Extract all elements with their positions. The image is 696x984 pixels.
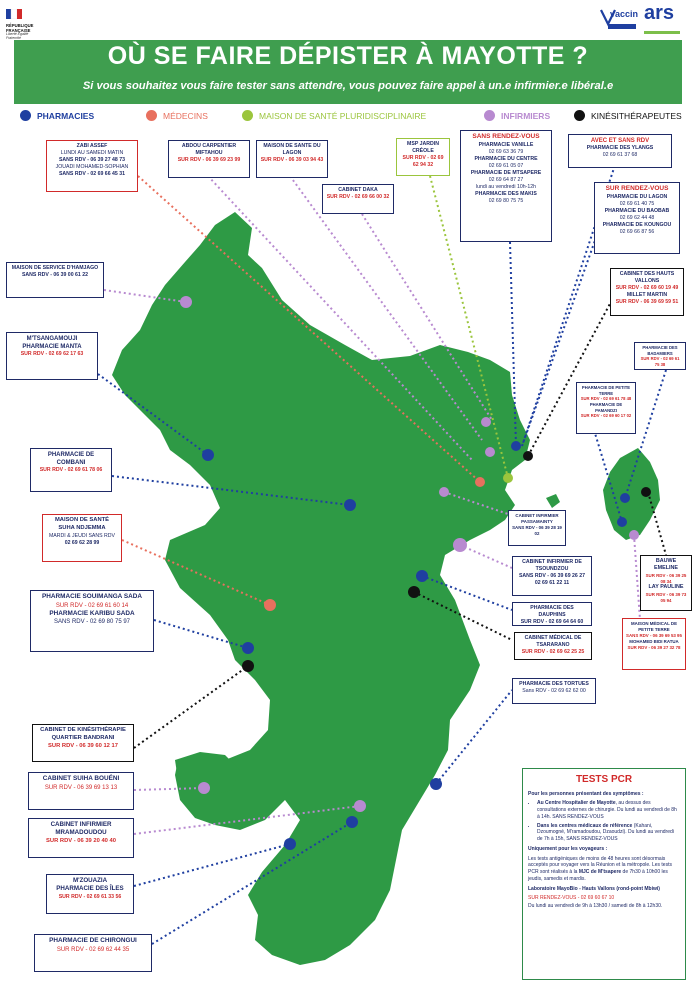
box-line: Sans RDV - 02 69 62 62 00: [522, 688, 586, 695]
box-line: 02 69 61 37 68: [602, 152, 638, 159]
box-pharmacie-chirongui: [34, 934, 152, 972]
box-name: CABINET DE KINÉSITHÉRAPIE QUARTIER BANDRANI: [40, 727, 126, 741]
box-pharmacie-des-iles: [46, 874, 134, 914]
legend-label: PHARMACIES: [37, 110, 95, 121]
pcr-bold: MJC de M'tsapere: [578, 869, 622, 875]
pharmacy-dot-icon: [346, 816, 358, 828]
pcr-text: , au dessus des consultations externes de chirurgie. Du lundi au vendredi de 8h à 14h. SANS RENDEZ-VOUS: [537, 800, 677, 820]
box-name: PHARMACIE DES ÎLES: [56, 885, 124, 893]
box-maison-service-hamjago: [6, 262, 104, 298]
box-line: SUR RDV - 06 39 27 32 78: [627, 644, 681, 650]
box-name: PHARMACIE DES DAUPHINS: [530, 605, 574, 619]
nurse-dot-icon: [354, 800, 366, 812]
pcr-bold: Dans les centres médicaux de référence: [537, 822, 633, 829]
box-line: SUR RDV - 06 39 25 08 34: [645, 572, 687, 584]
box-line: SANS RDV - 06 39 28 19 02: [512, 524, 562, 536]
box-pharmacies-sans-rdv: [460, 130, 552, 242]
box-name: MILLET MARTIN: [626, 292, 668, 299]
box-name: PHARMACIE DE KOUNGOU: [602, 221, 672, 228]
box-msp-jardin-creole: [396, 138, 450, 176]
box-line: 02 69 61 05 07: [488, 162, 524, 169]
nurse-dot-icon: [439, 487, 449, 497]
pcr-lab-phone: SUR RENDEZ-VOUS - 02 69 60 67 10: [528, 895, 615, 902]
box-name: M'TSANGAMOUJI: [26, 336, 78, 342]
box-name: MAISON MÉDICAL DE PETITE TERRE: [630, 621, 678, 632]
box-line: SANS RDV - 06 39 69 26 27: [518, 573, 586, 580]
box-cabinet-passamainty: [508, 510, 566, 546]
pcr-travelers-heading: Uniquement pour les voyageurs :: [528, 845, 608, 852]
box-name: ZABI ASSEF: [76, 143, 108, 149]
pcr-bold: Au Centre Hospitalier de Mayotte: [537, 800, 616, 807]
box-name: MOHAMED BIDI RATUA: [629, 638, 679, 644]
box-name: PHARMACIE SOUIMANGA SADA: [42, 593, 142, 600]
health-center-dot-icon: [503, 473, 513, 483]
legend-label: MÉDECINS: [163, 110, 208, 121]
pharmacy-dot-icon: [344, 499, 356, 511]
pcr-travelers-text: [528, 856, 680, 883]
pharmacy-dot-icon: [617, 517, 627, 527]
box-name: PHARMACIE DES TORTUES: [519, 681, 589, 687]
box-line: 02 69 62 44 48: [619, 214, 655, 221]
box-line: 02 69 61 22 11: [534, 580, 570, 587]
box-cabinet-daka: [322, 184, 394, 214]
box-line: JOUADI MOHAMED-SOPHIAN: [55, 164, 129, 171]
box-line: SUR RDV - 02 69 60 19 49: [615, 285, 679, 292]
box-line: SUR RDV - 02 69 60 17 02: [580, 413, 632, 419]
box-line: 02 69 63 36 79: [488, 148, 524, 155]
legend-label: INFIRMIERS: [501, 110, 551, 121]
nurse-dot-icon: [453, 538, 467, 552]
box-line: LUNDI AU SAMEDI MATIN: [60, 150, 124, 157]
pcr-text: de 7h30 à 10h00 les jeudis, samedis et mardis.: [528, 869, 668, 882]
box-name: CABINET INFIRMIER PASSAMAINTY: [515, 513, 559, 524]
box-maison-sante-suha: [42, 514, 122, 562]
physio-dot-icon: [641, 487, 651, 497]
box-cabinet-hauts-vallons: [610, 268, 684, 316]
box-name: CABINET INFIRMIER DE TSOUNDZOU: [522, 559, 582, 573]
box-name: PHARMACIE DES BADAMIERS: [642, 345, 678, 356]
box-line: SUR RDV - 02 69 61 78 06: [39, 467, 103, 474]
box-name: PHARMACIE DE PETITE TERRE: [581, 385, 631, 396]
box-name: MAISON DE SANTE DU LAGON: [263, 143, 321, 157]
box-name: PHARMACIE DU LAGON: [606, 193, 668, 200]
pharmacy-dot-icon: [620, 493, 630, 503]
box-kine-bandrani: [32, 724, 134, 762]
republique-label: RÉPUBLIQUE FRANÇAISE: [6, 23, 34, 33]
box-line: SANS RDV - 02 69 66 45 31: [58, 171, 126, 178]
box-name: MAISON DE SANTÉ SUHA NDJEMMA: [54, 517, 110, 531]
pcr-list-item: [537, 800, 680, 820]
box-name: ABDOU CARPENTIER MIFTAHOU: [181, 143, 237, 157]
box-cabinet-suiha-boueni: [28, 772, 134, 810]
pcr-text: (Kahani, Dzoumogné, M'ramadoudou, Dzaoudzi). Du lundi au vendredi de 7h à 15h, SANS RENDEZ-VOUS: [537, 822, 674, 842]
republique-motto: Liberté Égalité Fraternité: [6, 32, 29, 41]
box-line: 02 69 80 75 75: [488, 197, 524, 204]
physio-dot-icon: [408, 586, 420, 598]
box-cabinet-tsararano: [514, 632, 592, 660]
box-name: CABINET INFIRMIER MRAMADOUDOU: [50, 821, 112, 837]
box-pharmacies-petite-terre: [576, 382, 636, 434]
box-title: SANS RENDEZ-VOUS: [472, 133, 540, 140]
pharmacy-dot-icon: [284, 838, 296, 850]
box-line: SUR RDV - 06 39 73 05 94: [645, 591, 687, 603]
box-line: lundi au vendredi 10h-12h: [476, 183, 536, 190]
box-abdou-carpentier: [168, 140, 250, 178]
box-pharmacie-badamiers: [634, 342, 686, 370]
box-pharmacie-manta: [6, 332, 98, 380]
pcr-symptom-list: [528, 800, 680, 843]
pcr-title: TESTS PCR: [575, 774, 633, 785]
box-name: PHARMACIE KARIBU SADA: [49, 609, 135, 617]
pharmacy-dot-icon: [202, 449, 214, 461]
nurse-dot-icon: [485, 447, 495, 457]
box-name: CABINET SUIHA BOUÉNI: [42, 775, 120, 782]
pharmacy-dot-icon: [511, 441, 521, 451]
box-name: M'ZOUAZIA: [72, 877, 108, 884]
box-bauwe-lay: [640, 555, 692, 611]
box-name: BAUWE EMELINE: [654, 558, 678, 572]
box-line: SUR RDV - 06 39 03 94 43: [260, 157, 324, 164]
nurse-dot-icon: [180, 296, 192, 308]
box-name: CABINET DES HAUTS VALLONS: [619, 271, 675, 285]
pharmacy-dot-icon: [242, 642, 254, 654]
box-name: CABINET DAKA: [338, 187, 378, 193]
box-line: MARDI & JEUDI SANS RDV: [48, 532, 115, 539]
box-name: PHARMACIE MANTA: [22, 344, 82, 351]
pcr-text: Les tests antigéniques de moins de 48 heures sont désormais acceptés pour voyager vers la Réunion et la métropole. Les tests PCR sont réalisés à la: [528, 855, 672, 875]
box-line: SUR RDV - 06 39 20 40 40: [46, 837, 116, 844]
pharmacy-dot-icon: [430, 778, 442, 790]
pcr-info-panel: [522, 768, 686, 980]
box-name: PHARMACIE VANILLE: [478, 141, 534, 148]
islet: [546, 494, 560, 508]
box-line: SUR RDV - 02 69 62 44 35: [56, 946, 130, 953]
box-line: SUR RDV - 02 69 62 17 63: [20, 351, 84, 358]
nurse-dot-icon: [198, 782, 210, 794]
doctor-dot-icon: [264, 599, 276, 611]
legend-label: MAISON DE SANTÉ PLURIDISCIPLINAIRE: [259, 110, 427, 121]
physio-dot-icon: [242, 660, 254, 672]
box-line: SUR RDV - 02 69 61 75 38: [640, 356, 680, 368]
pcr-list-item: [537, 823, 680, 843]
box-pharmacies-sada: [30, 590, 154, 652]
nurse-dot-icon: [629, 530, 639, 540]
nurse-dot-icon: [481, 417, 491, 427]
pharmacy-dot-icon: [416, 570, 428, 582]
box-line: SUR RDV - 02 69 66 00 32: [326, 194, 390, 201]
grande-terre-island: [112, 212, 530, 965]
box-zabi-assef: [46, 140, 138, 192]
box-pharmacie-dauphins: [512, 602, 592, 626]
box-line: SUR RDV - 06 39 60 12 17: [48, 742, 118, 749]
page-title: OÙ SE FAIRE DÉPISTER À MAYOTTE ?: [107, 42, 589, 70]
box-title: AVEC ET SANS RDV: [590, 138, 650, 144]
box-name: PHARMACIE DU BAOBAB: [604, 207, 670, 214]
vaccin-logo-text: vaccin: [610, 9, 639, 19]
box-name: LAY PAULINE: [648, 584, 684, 591]
box-maison-medical-petite-terre: [622, 618, 686, 670]
box-line: SUR RDV - 06 39 69 23 99: [177, 157, 241, 164]
box-line: SANS RDV - 02 69 80 75 97: [53, 619, 131, 626]
box-cabinet-tsoundzou: [512, 556, 592, 596]
box-line: SUR RDV - 06 39 69 59 51: [615, 299, 679, 306]
box-cabinet-mramadoudou: [28, 818, 134, 858]
box-name: CABINET MÉDICAL DE TSARARANO: [524, 635, 582, 649]
pcr-lab-hours: Du lundi au vendredi de 9h à 13h30 / samedi de 8h à 12h30.: [528, 903, 663, 909]
box-name: PHARMACIE DES MAKIS: [475, 190, 537, 197]
pcr-lab-name: Laboratoire MayoBio - Hauts Vallons (rond-point Mbiwi): [528, 885, 660, 892]
petite-terre-island: [603, 448, 660, 540]
box-line: SUR RDV - 02 69 61 60 14: [55, 602, 129, 609]
box-title: SUR RENDEZ-VOUS: [605, 185, 669, 192]
box-name: PHARMACIE DES YLANGS: [586, 145, 654, 152]
box-pharmacie-combani: [30, 448, 112, 492]
box-pharmacie-tortues: [512, 678, 596, 704]
ars-logo-text: ars: [644, 2, 675, 24]
box-name: PHARMACIE DE CHIRONGUI: [49, 937, 137, 944]
box-line: SUR RDV - 02 69 62 25 25: [521, 649, 585, 656]
box-line: SANS RDV - 06 39 00 61 22: [21, 272, 89, 279]
box-line: SUR RDV - 02 69 61 78 48: [580, 396, 632, 402]
box-line: 02 69 62 28 99: [64, 539, 100, 546]
box-pharmacie-ylangs: [568, 134, 672, 168]
box-name: MAISON DE SERVICE D'HAMJAGO: [11, 265, 99, 271]
box-name: PHARMACIE DE MTSAPERE: [470, 169, 542, 176]
box-name: MSP JARDIN CRÉOLE: [407, 141, 439, 155]
box-line: SANS RDV - 06 39 69 53 95: [626, 632, 682, 638]
legend-label: KINÉSITHÉRAPEUTES: [591, 110, 682, 121]
box-line: SUR RDV - 02 69 62 94 32: [402, 155, 444, 169]
box-line: SUR RDV - 02 69 64 64 60: [520, 619, 584, 626]
box-name: PHARMACIE DE PAMANDZI: [589, 402, 623, 413]
box-name: PHARMACIE DE COMBANI: [47, 452, 95, 467]
box-line: 02 69 66 87 56: [619, 228, 655, 235]
box-line: 02 69 61 40 75: [619, 200, 655, 207]
box-pharmacies-sur-rdv: [594, 182, 680, 254]
box-line: SANS RDV - 06 39 27 48 73: [58, 157, 126, 164]
pcr-intro: Pour les personnes présentant des symptômes :: [528, 790, 644, 797]
box-line: SUR RDV - 06 39 69 13 13: [44, 784, 118, 791]
page-subtitle: Si vous souhaitez vous faire tester sans attendre, vous pouvez faire appel à un.e infirmier.e libéral.e: [82, 80, 614, 92]
box-line: 02 69 64 87 27: [488, 176, 524, 183]
box-line: SUR RDV - 02 69 61 33 56: [58, 893, 122, 900]
physio-dot-icon: [523, 451, 533, 461]
box-name: PHARMACIE DU CENTRE: [474, 155, 538, 162]
box-maison-sante-lagon: [256, 140, 328, 178]
doctor-dot-icon: [475, 477, 485, 487]
